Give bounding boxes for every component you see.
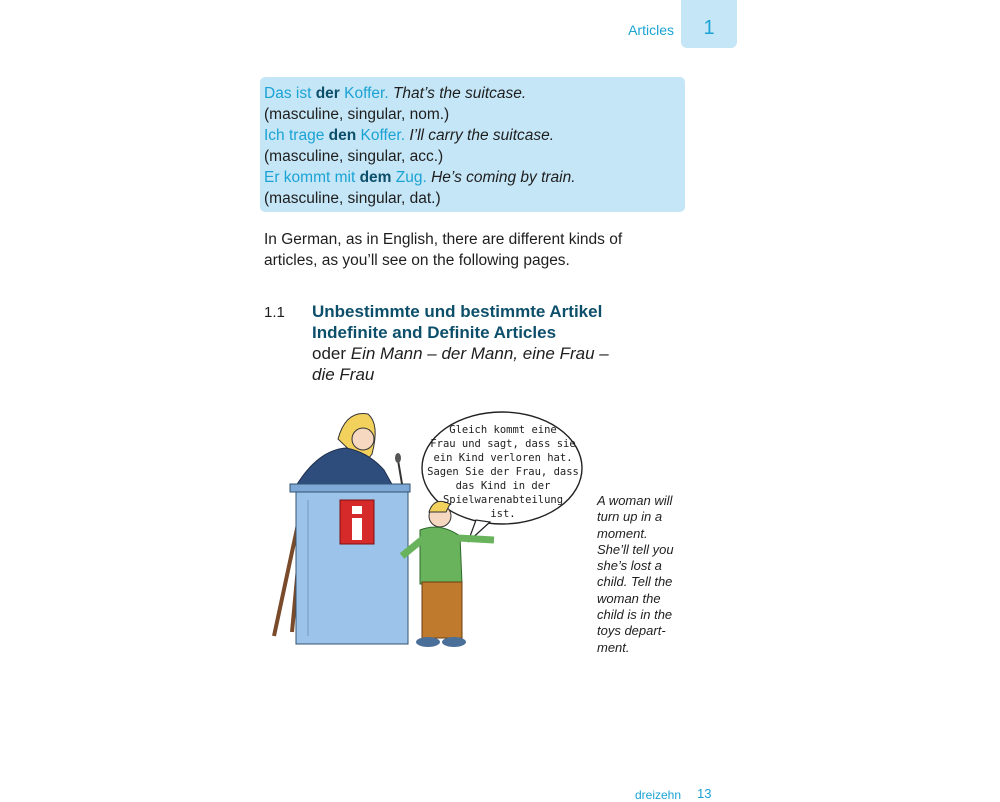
example-sentence [264,125,685,146]
english-translation: That’s the suitcase. [392,85,527,102]
caption-line: She’ll tell you [597,541,674,557]
bubble-line: ist. [490,508,516,520]
example-sentence [264,167,685,188]
caption-line: moment. [597,525,648,541]
caption-line: turn up in a [597,509,663,525]
english-translation: He’s coming by train. [431,169,576,186]
bubble-line: Gleich kommt eine [449,424,557,436]
speech-bubble-text [424,423,582,521]
caption-line: woman the [597,590,661,606]
page-number-word: dreizehn [635,788,682,802]
running-header: Articles [628,22,674,38]
page-number: 13 [697,786,712,801]
section-number: 1.1 [264,304,285,321]
section-subtitle: oder Ein Mann – der Mann, eine Frau – [312,344,609,363]
article-highlight: dem [359,169,392,186]
chapter-number: 1 [703,17,715,39]
section-title-english: Indefinite and Definite Articles [312,323,557,342]
intro-paragraph: In German, as in English, there are different kinds of articles, as you’ll see on the following pages. [264,231,623,269]
caption-line: A woman will [597,493,673,508]
english-translation: I’ll carry the suitcase. [409,127,555,144]
caption-line: ment. [597,639,630,655]
illustration-caption [597,493,689,656]
caption-line: toys depart- [597,623,666,639]
section-heading [312,301,692,385]
article-highlight: der [315,85,340,102]
caption-line: child. Tell the [597,574,673,590]
grammar-note: (masculine, singular, nom.) [264,106,450,123]
section-title-german: Unbestimmte und bestimmte Artikel [312,302,603,321]
example-box [260,77,685,212]
grammar-note: (masculine, singular, acc.) [264,148,444,165]
grammar-note: (masculine, singular, dat.) [264,190,441,207]
caption-line: child is in the [597,607,673,623]
german-sentence: Er kommt mit dem Zug. [264,169,427,186]
german-sentence: Das ist der Koffer. [264,85,389,102]
caption-line: she’s lost a [597,558,662,574]
bubble-line: Sagen Sie der Frau, dass [427,466,579,478]
section-subtitle-cont: die Frau [312,365,375,384]
bubble-line: ein Kind verloren hat. [433,452,573,464]
bubble-line: Frau und sagt, dass sie [430,438,576,450]
example-sentence [264,83,685,104]
german-sentence: Ich trage den Koffer. [264,127,406,144]
bubble-line: das Kind in der [455,480,551,492]
bubble-line: Spielwarenabteilung [442,494,564,506]
article-highlight: den [328,127,357,144]
chapter-tab [681,0,737,48]
